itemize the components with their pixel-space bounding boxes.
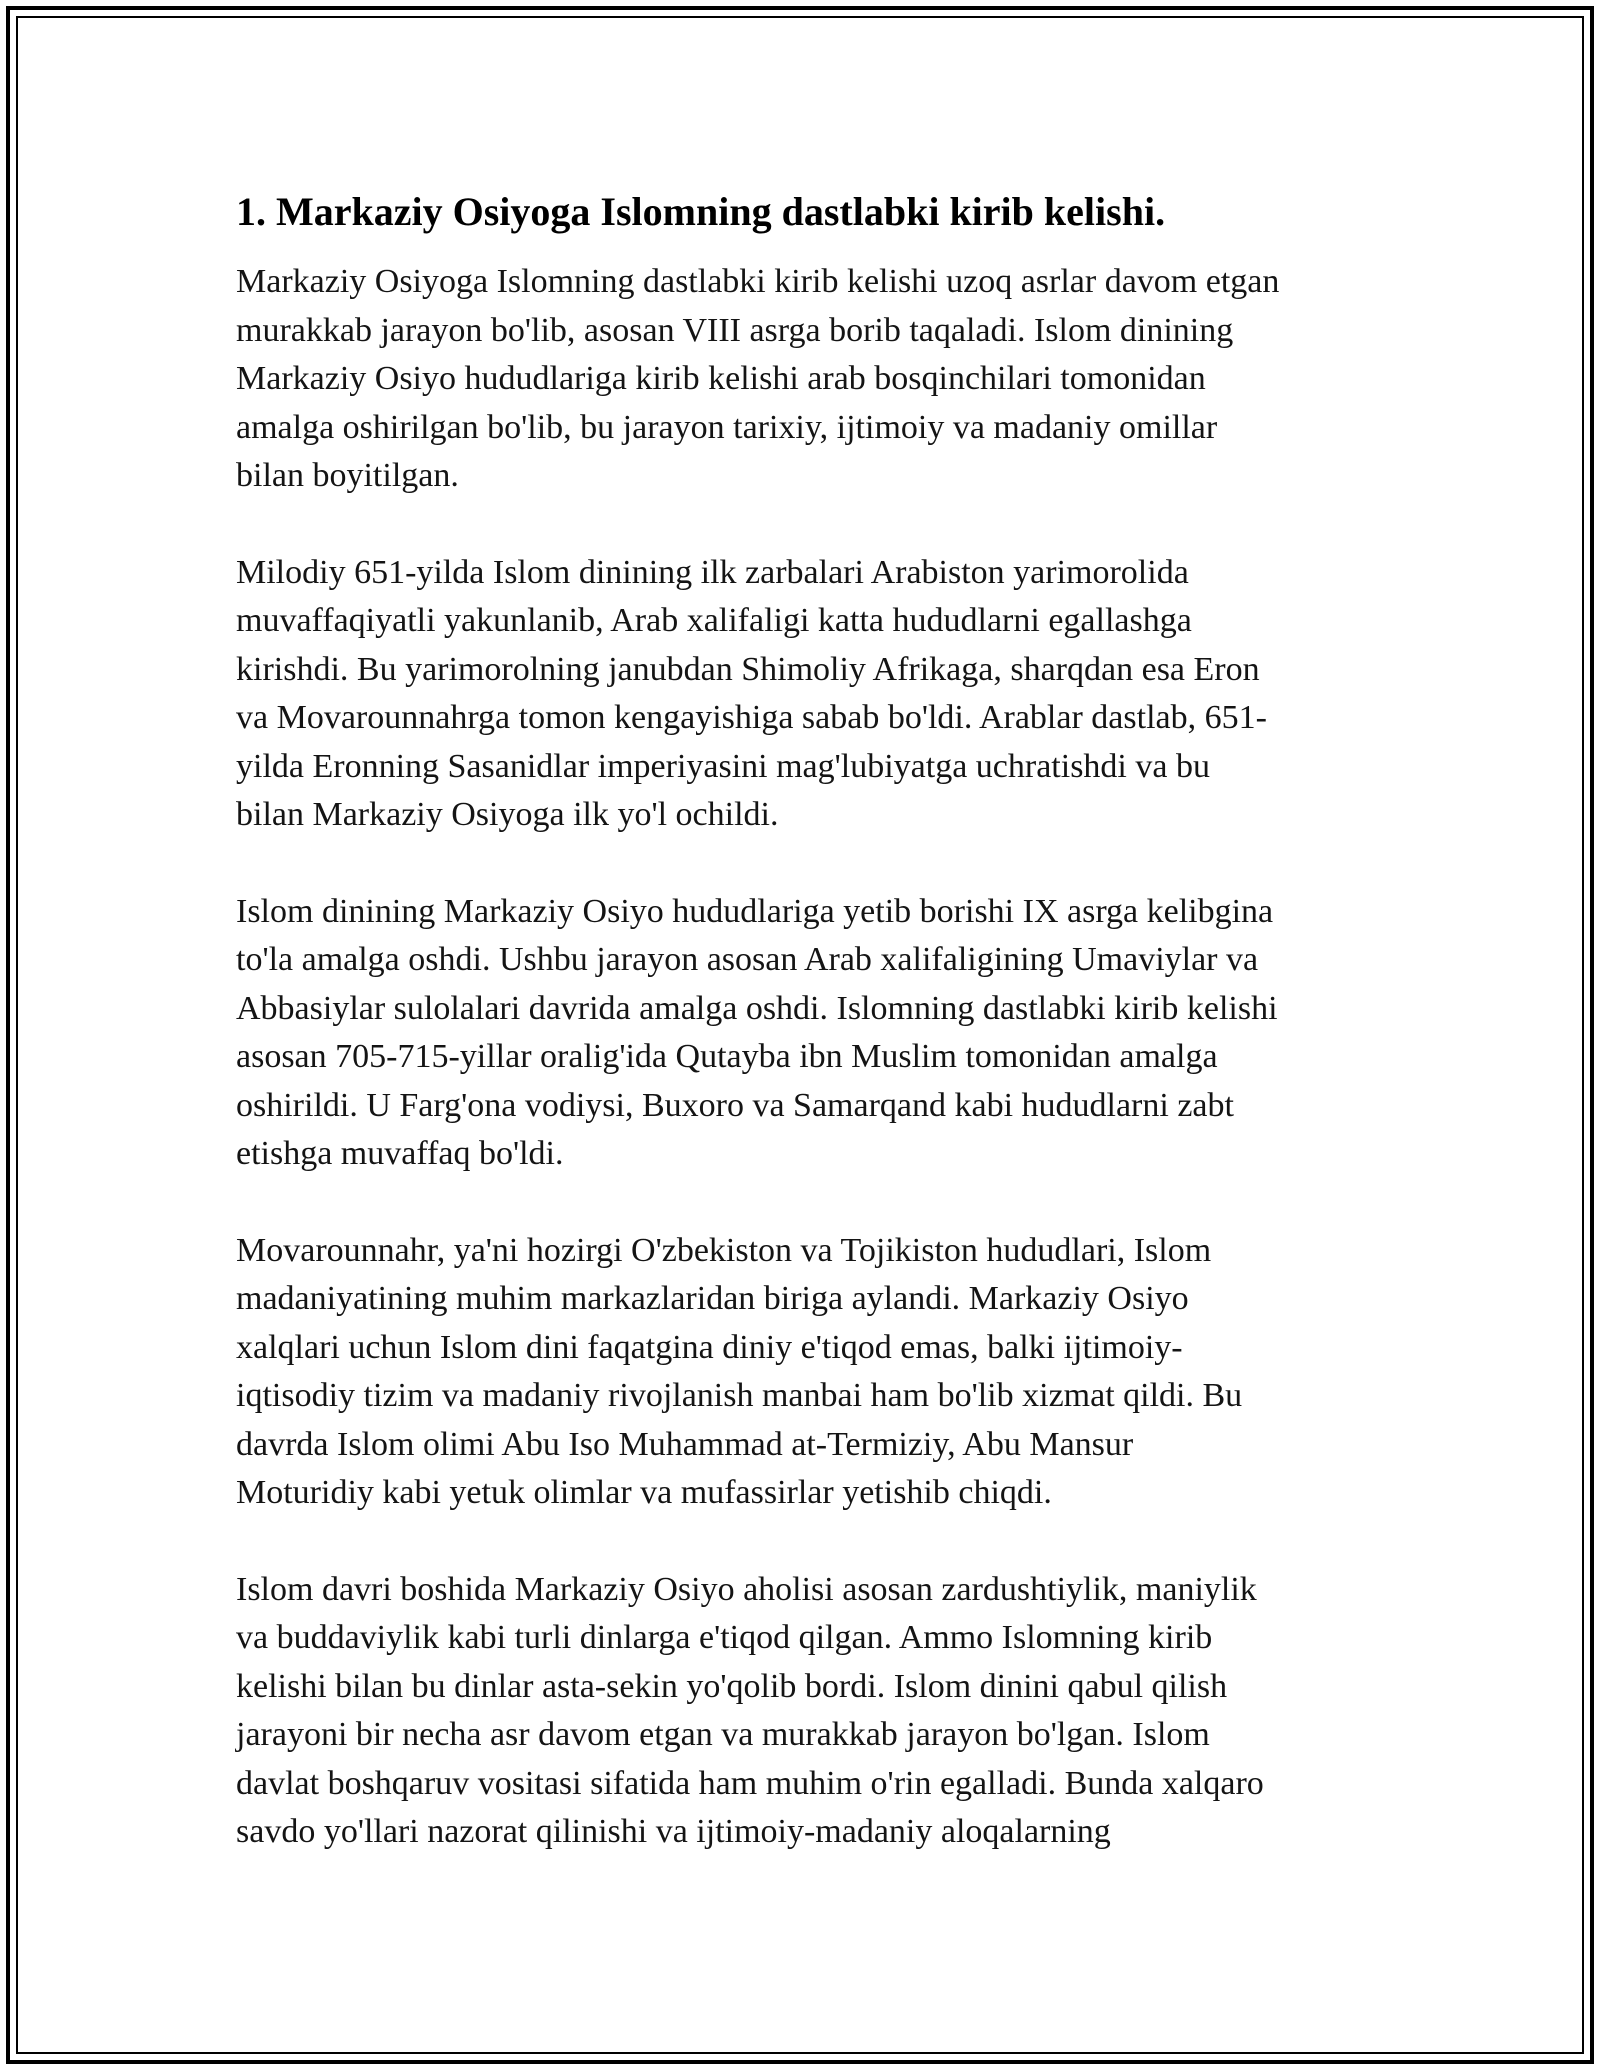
paragraph-4: Movarounnahr, ya'ni hozirgi O'zbekiston va Tojikiston hududlari, Islom madaniyatining muhim markazlaridan biriga aylandi. Markaziy Osiyo xalqlari uchun Islom dini faqatgina diniy e'tiqod emas, balki ijtimoiy- iqtisodiy tizim va madaniy rivojlanish manbai ham bo'lib xizmat qildi. Bu davrda Islom olimi Abu Iso Muhammad at-Termiziy, Abu Mansur Moturidiy kabi yetuk olimlar va mufassirlar yetishib chiqdi. xyxy=(236,1231,1243,1511)
paragraph-5: Islom davri boshida Markaziy Osiyo aholisi asosan zardushtiylik, maniylik va buddaviylik kabi turli dinlarga e'tiqod qilgan. Ammo Islomning kirib kelishi bilan bu dinlar asta-sekin yo'qolib bordi. Islom dinini qabul qilish jarayoni bir necha asr davom etgan va murakkab jarayon bo'lgan. Islom davlat boshqaruv vositasi sifatida ham muhim o'rin egalladi. Bunda xalqaro savdo yo'llari nazorat qilinishi va ijtimoiy-madaniy aloqalarning xyxy=(236,1570,1264,1850)
document-body xyxy=(236,186,1386,1905)
section-heading: 1. Markaziy Osiyoga Islomning dastlabki kirib kelishi. xyxy=(236,189,1166,234)
paragraph-2: Milodiy 651-yilda Islom dinining ilk zarbalari Arabiston yarimorolida muvaffaqiyatli yakunlanib, Arab xalifaligi katta hududlarni egallashga kirishdi. Bu yarimorolning janubdan Shimoliy Afrikaga, sharqdan esa Eron va Movarounnahrga tomon kengayishiga sabab bo'ldi. Arablar dastlab, 651- yilda Eronning Sasanidlar imperiyasini mag'lubiyatga uchratishdi va bu bilan Markaziy Osiyoga ilk yo'l ochildi. xyxy=(236,553,1267,833)
paragraph-1: Markaziy Osiyoga Islomning dastlabki kirib kelishi uzoq asrlar davom etgan murakkab jarayon bo'lib, asosan VIII asrga borib taqaladi. Islom dinining Markaziy Osiyo hududlariga kirib kelishi arab bosqinchilari tomonidan amalga oshirilgan bo'lib, bu jarayon tarixiy, ijtimoiy va madaniy omillar bilan boyitilgan. xyxy=(236,263,1280,494)
paragraph-3: Islom dinining Markaziy Osiyo hududlariga yetib borishi IX asrga kelibgina to'la amalga oshdi. Ushbu jarayon asosan Arab xalifaligining Umaviylar va Abbasiylar sulolalari davrida amalga oshdi. Islomning dastlabki kirib kelishi asosan 705-715-yillar oralig'ida Qutayba ibn Muslim tomonidan amalga oshirildi. U Farg'ona vodiysi, Buxoro va Samarqand kabi hududlarni zabt etishga muvaffaq bo'ldi. xyxy=(236,892,1278,1172)
